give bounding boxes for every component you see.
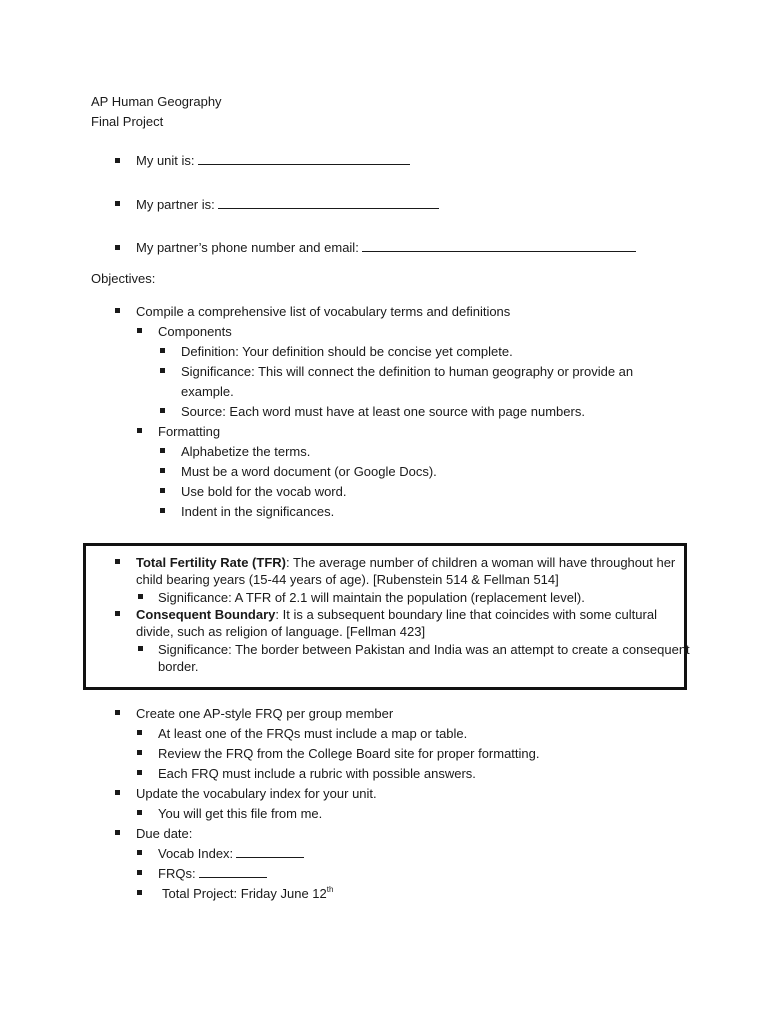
list-item-continued: example. [181, 384, 234, 399]
bullet-icon [115, 245, 120, 250]
list-item: Must be a word document (or Google Docs). [181, 464, 437, 479]
list-item: At least one of the FRQs must include a map or table. [158, 726, 468, 741]
vocab-definition-continued: divide, such as religion of language. [Fellman 423] [136, 624, 426, 639]
bullet-icon [160, 408, 165, 413]
bullet-icon [115, 790, 120, 795]
contact-field [136, 239, 636, 256]
bullet-icon [160, 348, 165, 353]
bullet-icon [115, 201, 120, 206]
list-item: Create one AP-style FRQ per group member [136, 706, 394, 721]
vocab-significance-continued: border. [158, 659, 199, 674]
vocab-definition-continued: child bearing years (15-44 years of age). [Rubenstein 514 & Fellman 514] [136, 572, 559, 587]
list-item: Significance: This will connect the definition to human geography or provide an [181, 364, 634, 379]
list-item: Review the FRQ from the College Board site for proper formatting. [158, 746, 540, 761]
frqs-label: FRQs: [158, 866, 196, 881]
bullet-icon [160, 368, 165, 373]
vocab-index-label: Vocab Index: [158, 846, 234, 861]
vocab-significance: Significance: A TFR of 2.1 will maintain the population (replacement level). [158, 590, 585, 605]
vocab-index-field [158, 845, 304, 862]
example-entry [136, 554, 675, 571]
frqs-field [158, 865, 267, 882]
course-title: AP Human Geography [91, 94, 222, 109]
list-item: Alphabetize the terms. [181, 444, 311, 459]
list-item: You will get this file from me. [158, 806, 323, 821]
bullet-icon [137, 870, 142, 875]
partner-field [136, 196, 439, 213]
total-project-label: Total Project: Friday June 12 [162, 886, 327, 901]
vocab-index-blank[interactable] [236, 845, 304, 858]
list-item: Compile a comprehensive list of vocabulary terms and definitions [136, 304, 511, 319]
example-entry [136, 606, 657, 623]
vocab-term: Total Fertility Rate (TFR) [136, 555, 286, 570]
bullet-icon [115, 710, 120, 715]
bullet-icon [160, 448, 165, 453]
bullet-icon [137, 890, 142, 895]
list-item: Use bold for the vocab word. [181, 484, 347, 499]
bullet-icon [160, 488, 165, 493]
list-item: Definition: Your definition should be concise yet complete. [181, 344, 513, 359]
unit-blank[interactable] [198, 152, 410, 165]
vocab-definition: : The average number of children a woman will have throughout her [285, 555, 676, 570]
bullet-icon [115, 559, 120, 564]
list-item: Source: Each word must have at least one source with page numbers. [181, 404, 585, 419]
project-title: Final Project [91, 114, 164, 129]
list-item: Components [158, 324, 232, 339]
vocab-significance: Significance: The border between Pakistan and India was an attempt to create a consequent [158, 642, 690, 657]
bullet-icon [137, 328, 142, 333]
list-item: Update the vocabulary index for your unit. [136, 786, 377, 801]
vocab-definition: : It is a subsequent boundary line that coincides with some cultural [275, 607, 657, 622]
bullet-icon [137, 810, 142, 815]
unit-label: My unit is: [136, 153, 195, 168]
partner-label: My partner is: [136, 197, 215, 212]
bullet-icon [137, 428, 142, 433]
bullet-icon [137, 750, 142, 755]
list-item: Due date: [136, 826, 193, 841]
list-item: Indent in the significances. [181, 504, 335, 519]
bullet-icon [138, 594, 143, 599]
bullet-icon [160, 508, 165, 513]
bullet-icon [160, 468, 165, 473]
bullet-icon [115, 830, 120, 835]
bullet-icon [137, 770, 142, 775]
contact-blank[interactable] [362, 239, 636, 252]
list-item: Each FRQ must include a rubric with possible answers. [158, 766, 476, 781]
bullet-icon [115, 158, 120, 163]
list-item: Formatting [158, 424, 221, 439]
unit-field [136, 152, 410, 169]
bullet-icon [115, 308, 120, 313]
contact-label: My partner’s phone number and email: [136, 240, 359, 255]
vocab-term: Consequent Boundary [136, 607, 276, 622]
bullet-icon [138, 646, 143, 651]
total-project-due [162, 885, 333, 902]
bullet-icon [137, 730, 142, 735]
bullet-icon [137, 850, 142, 855]
bullet-icon [115, 611, 120, 616]
ordinal-suffix: th [326, 885, 334, 894]
partner-blank[interactable] [218, 196, 439, 209]
objectives-heading: Objectives: [91, 271, 156, 286]
frqs-blank[interactable] [199, 865, 267, 878]
